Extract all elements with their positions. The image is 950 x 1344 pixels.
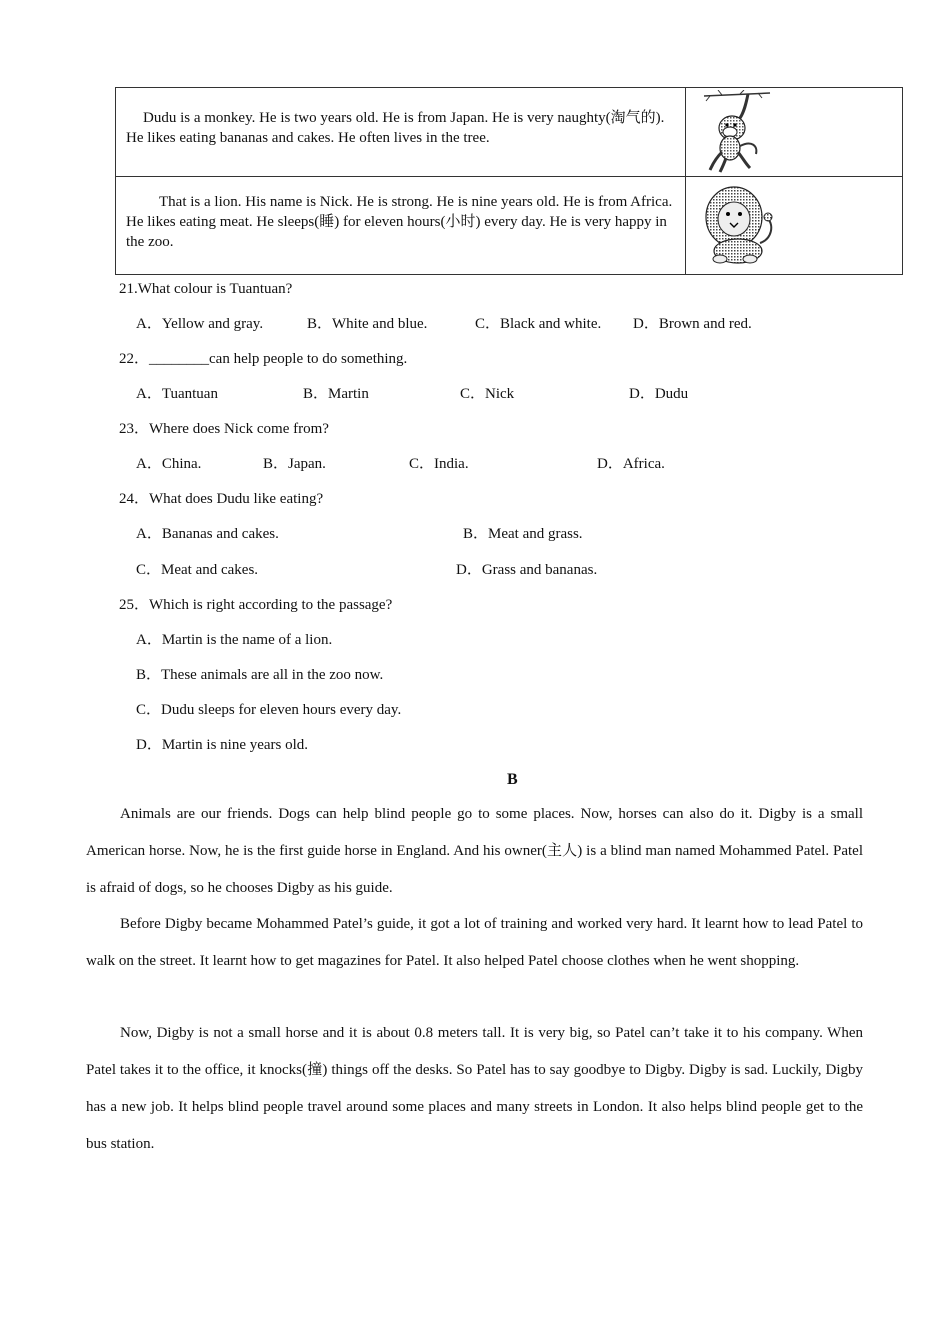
question-24-stem: 24．What does Dudu like eating? [119, 491, 324, 507]
q25-option-d: D．Martin is nine years old. [136, 737, 309, 753]
passage-paragraph-3: Now, Digby is not a small horse and it is about 0.8 meters tall. It is very big, so Patel can’t take it to his company. When Patel takes it to the office, it knocks(撞) things off the desks. So Patel has to say goodbye to Digby. Digby is sad. Luckily, Digby has a new job. It helps blind people travel around some places and many streets in London. It also helps blind people get to the bus station. [86, 1025, 863, 1152]
q21-option-a: A．Yellow and gray. [136, 316, 264, 332]
q22-option-a: A．Tuantuan [136, 386, 218, 402]
q24-option-b: B．Meat and grass. [463, 526, 583, 542]
question-22-stem: 22．________can help people to do something. [119, 351, 408, 367]
question-21-stem: 21.What colour is Tuantuan? [119, 281, 293, 297]
table-cell-text [116, 177, 686, 275]
question-23-stem: 23．Where does Nick come from? [119, 421, 329, 437]
q24-option-a: A．Bananas and cakes. [136, 526, 279, 542]
q24-option-d: D．Grass and bananas. [456, 562, 598, 578]
table-cell-text [116, 88, 686, 177]
q21-option-d: D．Brown and red. [633, 316, 752, 332]
q25-option-b: B．These animals are all in the zoo now. [136, 667, 384, 683]
monkey-description: Dudu is a monkey. He is two years old. He is from Japan. He is very naughty(淘气的). He likes eating bananas and cakes. He often lives in the tree. [126, 110, 665, 146]
table-cell-image [686, 177, 903, 275]
q23-option-a: A．China. [136, 456, 202, 472]
lion-description: That is a lion. His name is Nick. He is strong. He is nine years old. He is from Africa. He likes eating meat. He sleeps(睡) for eleven hours(小时) every day. He is very happy in the zoo. [126, 194, 673, 250]
q21-option-c: C．Black and white. [475, 316, 602, 332]
table-row [116, 177, 903, 275]
animal-info-table [115, 87, 903, 275]
q23-option-d: D．Africa. [597, 456, 665, 472]
q21-option-b: B．White and blue. [307, 316, 428, 332]
q22-option-c: C．Nick [460, 386, 515, 402]
lion-illustration [698, 181, 784, 267]
passage-paragraph-1: Animals are our friends. Dogs can help blind people go to some places. Now, horses can also do it. Digby is a small American horse. Now, he is the first guide horse in England. And his owner(主人) is a blind man named Mohammed Patel. Patel is afraid of dogs, so he chooses Digby as his guide. [86, 806, 863, 896]
q22-option-d: D．Dudu [629, 386, 689, 402]
q25-option-c: C．Dudu sleeps for eleven hours every day. [136, 702, 402, 718]
passage-paragraph-2: Before Digby became Mohammed Patel’s guide, it got a lot of training and worked very hard. It learnt how to lead Patel to walk on the street. It learnt how to get magazines for Patel. It also helped Patel choose clothes when he went shopping. [86, 916, 863, 969]
section-heading: B [507, 771, 518, 788]
table-cell-image [686, 88, 903, 177]
table-row [116, 88, 903, 177]
q22-option-b: B．Martin [303, 386, 369, 402]
q23-option-b: B．Japan. [263, 456, 326, 472]
monkey-illustration [700, 90, 780, 176]
question-25-stem: 25．Which is right according to the passage? [119, 597, 393, 613]
q24-option-c: C．Meat and cakes. [136, 562, 259, 578]
q25-option-a: A．Martin is the name of a lion. [136, 632, 333, 648]
q23-option-c: C．India. [409, 456, 469, 472]
